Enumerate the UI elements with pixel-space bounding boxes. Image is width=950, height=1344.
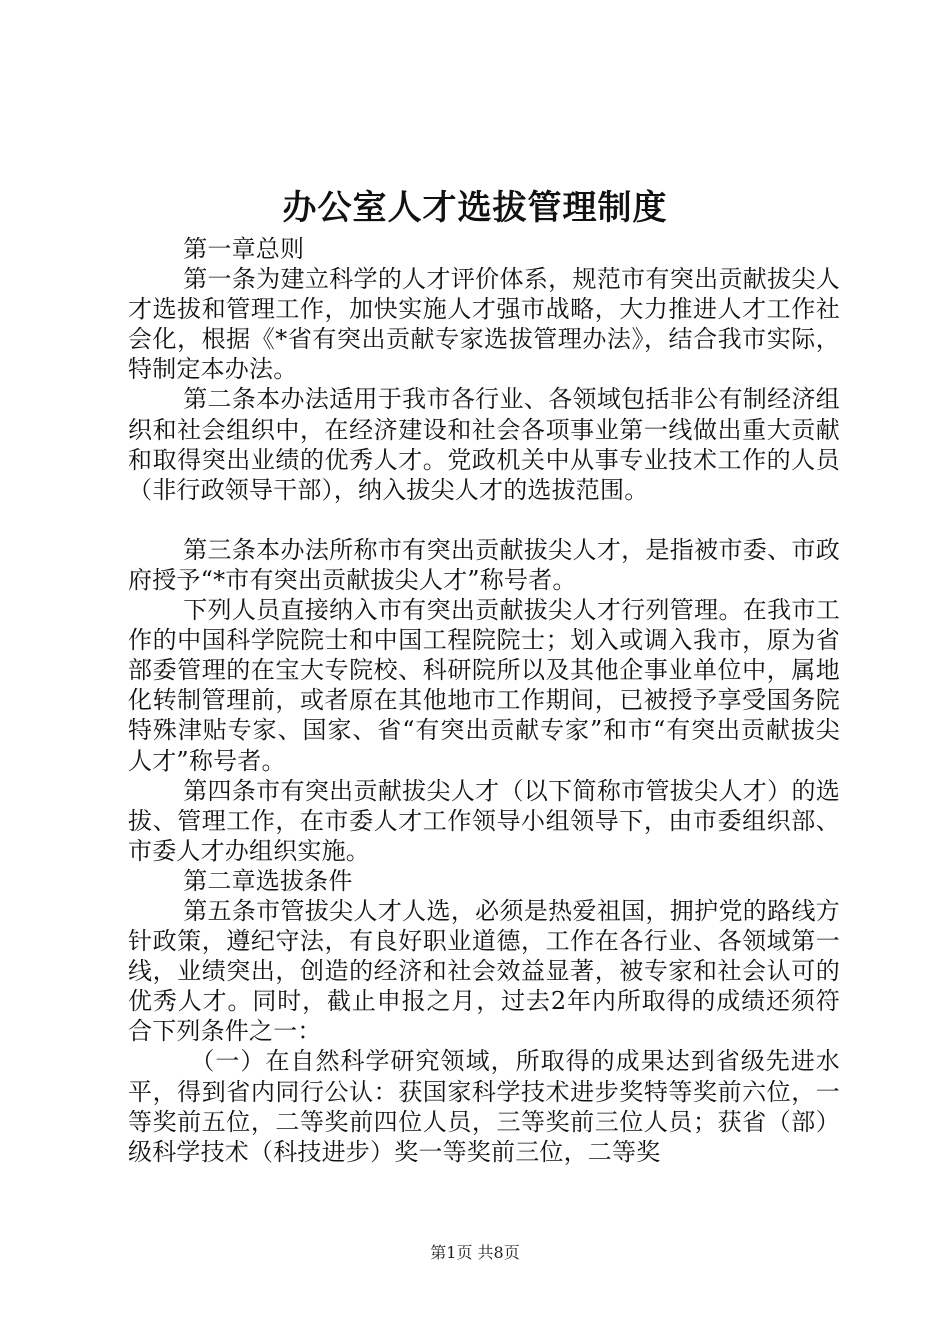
article-4-paragraph: 第四条市有突出贡献拔尖人才（以下简称市管拔尖人才）的选拔、管理工作，在市委人才工作领导小组领导下，由市委组织部、市委人才办组织实施。: [128, 776, 840, 865]
condition-1-paragraph: （一）在自然科学研究领域，所取得的成果达到省级先进水平，得到省内同行公认：获国家科学技术进步奖特等奖前六位，一等奖前五位，二等奖前四位人员，三等奖前三位人员；获省（部）级科学技术（科技进步）奖一等奖前三位，二等奖: [128, 1047, 840, 1166]
article-5-paragraph: 第五条市管拔尖人才人选，必须是热爱祖国，拥护党的路线方针政策，遵纪守法，有良好职业道德，工作在各行业、各领域第一线，业绩突出，创造的经济和社会效益显著，被专家和社会认可的优秀人才。同时，截止申报之月，过去2年内所取得的成绩还须符合下列条件之一：: [128, 896, 840, 1046]
chapter-heading-1: 第一章总则: [183, 235, 305, 263]
chapter-heading-2: 第二章选拔条件: [183, 866, 353, 895]
article-3-paragraph: 第三条本办法所称市有突出贡献拔尖人才，是指被市委、市政府授予“*市有突出贡献拔尖人才”称号者。: [128, 535, 840, 594]
direct-inclusion-paragraph: 下列人员直接纳入市有突出贡献拔尖人才行列管理。在我市工作的中国科学院院士和中国工程院院士；划入或调入我市，原为省部委管理的在宝大专院校、科研院所以及其他企事业单位中，属地化转制管理前，或者原在其他地市工作期间，已被授予享受国务院特殊津贴专家、国家、省“有突出贡献专家”和市“有突出贡献拔尖人才”称号者。: [128, 596, 840, 775]
article-1-paragraph: 第一条为建立科学的人才评价体系，规范市有突出贡献拔尖人才选拔和管理工作，加快实施人才强市战略，大力推进人才工作社会化，根据《*省有突出贡献专家选拔管理办法》，结合我市实际，特制定本办法。: [128, 265, 840, 384]
article-2-paragraph: 第二条本办法适用于我市各行业、各领域包括非公有制经济组织和社会组织中，在经济建设和社会各项事业第一线做出重大贡献和取得突出业绩的优秀人才。党政机关中从事专业技术工作的人员（非行政领导干部），纳入拔尖人才的选拔范围。: [128, 385, 840, 504]
page-title: 办公室人才选拔管理制度: [282, 188, 668, 228]
document-body: [128, 234, 840, 1167]
page-footer: 第1页 共8页: [430, 1243, 520, 1262]
